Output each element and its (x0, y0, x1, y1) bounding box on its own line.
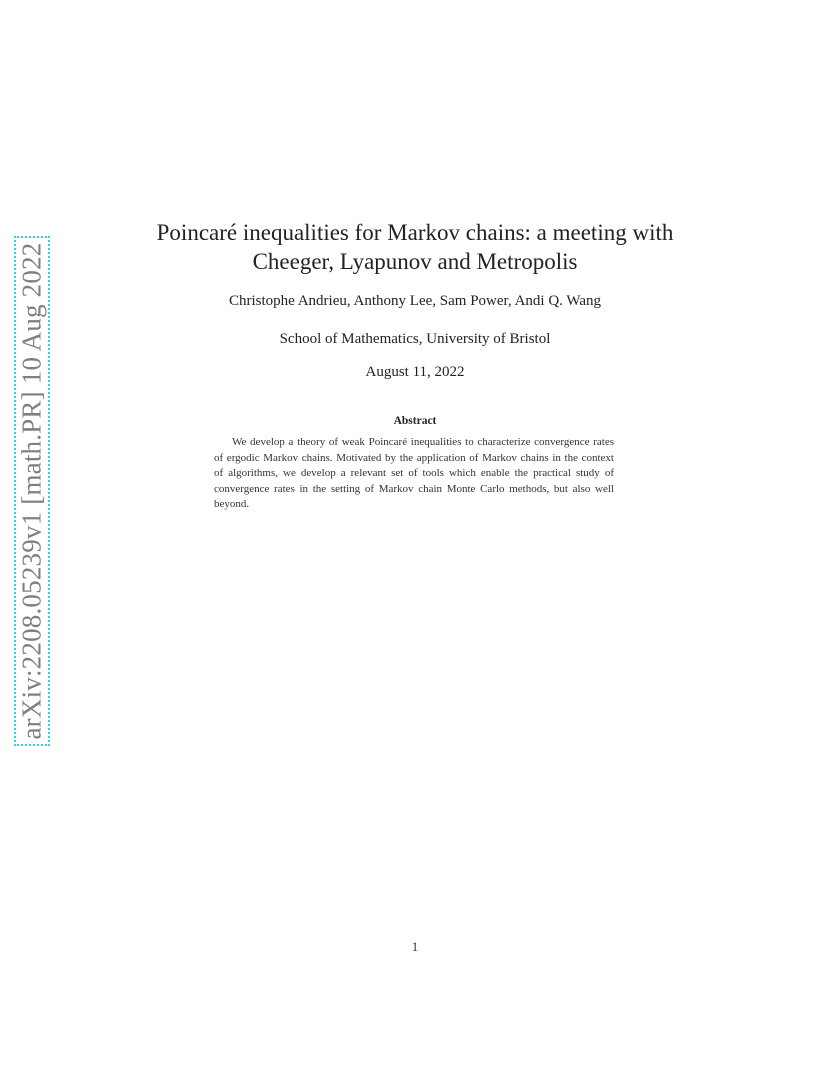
page-number: 1 (411, 939, 419, 954)
arxiv-identifier: arXiv:2208.05239v1 [math.PR] 10 Aug 2022 (16, 242, 47, 740)
abstract-text: We develop a theory of weak Poincaré inequalities to characterize convergence rates of ergodic Markov chains. Motivated by the application of Markov chains in the context of algorithms, we develop a relevant set of tools which enable the practical study of convergence rates in the setting of Markov chain Monte Carlo methods, but also well beyond. (214, 436, 614, 510)
paper-affiliation: School of Mathematics, University of Bristol (279, 331, 551, 347)
arxiv-stamp (14, 236, 50, 746)
paper-authors: Christophe Andrieu, Anthony Lee, Sam Power, Andi Q. Wang (228, 293, 602, 309)
abstract-heading: Abstract (393, 415, 437, 427)
paper-date: August 11, 2022 (365, 364, 465, 380)
paper-title: Poincaré inequalities for Markov chains: a meeting with Cheeger, Lyapunov and Metropolis (156, 220, 674, 274)
